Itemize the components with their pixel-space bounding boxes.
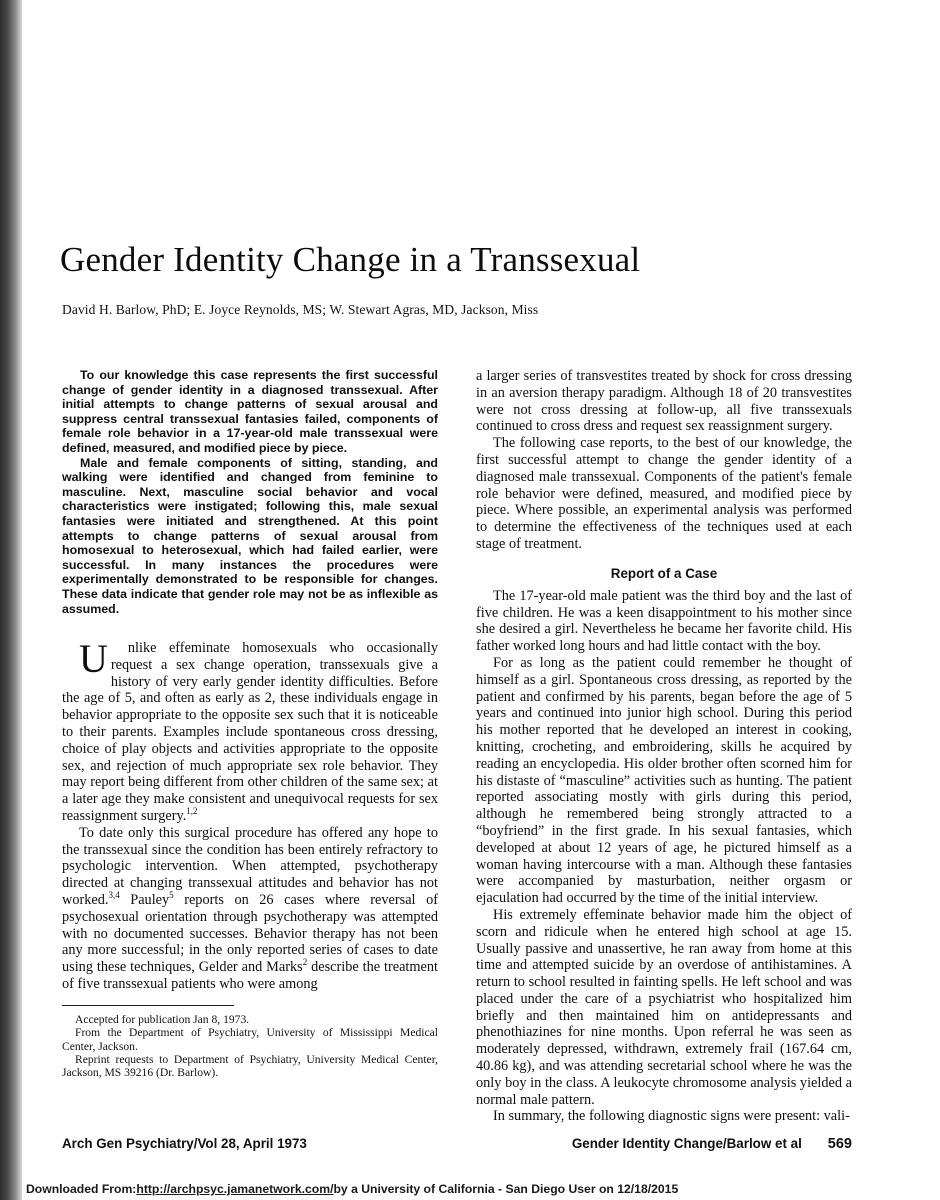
drop-cap: U [79, 636, 108, 682]
section-heading: Report of a Case [610, 565, 718, 581]
body-paragraph-text: To date only this surgical procedure has offered any hope to the transsexual since the condition has been entirely refractory to psychologic intervention. When attempted, psychotherapy directed at changing transsexual attitudes and behavior has not worked. [62, 824, 438, 909]
citation-ref: 5 [169, 890, 174, 901]
download-source-bar [22, 1178, 940, 1200]
page-title: Gender Identity Change in a Transsexual [60, 240, 641, 279]
right-column [476, 368, 852, 1125]
case-report-text [476, 588, 852, 1126]
right-body-text [476, 368, 852, 553]
footnote-item: Reprint requests to Department of Psychiatry, University Medical Center, Jackson, MS 39216 (Dr. Barlow). [62, 1053, 438, 1080]
abstract [62, 368, 438, 616]
page-number: 569 [827, 1136, 852, 1152]
opening-paragraph [62, 636, 438, 825]
abstract-spacer [62, 616, 438, 640]
page-footer [62, 1136, 852, 1152]
body-paragraph: His extremely effeminate behavior made him the object of scorn and ridicule when he entered high school at age 15. Usually passive and unassertive, he ran away from home at this time and attempted suicide by an overdose of antihistamines. A return to school resulted in fainting spells. He left school and was placed under the care of a psychiatrist who hospitalized him briefly and then maintained him on antidepressants and phenothiazines for nine months. Upon referral he was seen as moderately depressed, withdrawn, extremely frail (167.64 cm, 40.86 kg), and was attending secretarial school where he was the only boy in the class. A leukocyte chromosome analysis yielded a normal male pattern. [476, 906, 852, 1108]
abstract-paragraph: To our knowledge this case represents the first successful change of gender identity in a diagnosed transsexual. After initial attempts to change patterns of sexual arousal and suppress central transsexual fantasies failed, components of female role behavior in a 17-year-old male transsexual were defined, measured, and modified piece by piece. [62, 368, 438, 455]
body-paragraph [62, 825, 438, 993]
footnotes [62, 1013, 438, 1080]
citation-ref: 1,2 [186, 806, 198, 817]
body-paragraph: The following case reports, to the best of our knowledge, the first successful attempt to change the gender identity of a diagnosed male transsexual. Components of the patient's female role behavior were defined, measured, and modified piece by piece. Where possible, an experimental analysis was performed to determine the effectiveness of the techniques used at each stage of treatment. [476, 435, 852, 552]
download-source-link[interactable]: http://archpsyc.jamanetwork.com/ [136, 1182, 334, 1196]
citation-ref: 2 [302, 957, 308, 968]
footer-running-title: Gender Identity Change/Barlow et al [571, 1136, 802, 1151]
opening-paragraph-text: nlike effeminate homosexuals who occasionally request a sex change operation, transsexuals give a history of very early gender identity difficulties. Before the age of 5, and often as early as 2, these individuals engage in behavior appropriate to the opposite sex such that it is noticeable to their parents. Examples include spontaneous cross dressing, choice of play objects and activities appropriate to the opposite sex, and rejection of much appropriate sex role behavior. They may report being different from other children of the same sex; at a later age they make consistent and unequivocal requests for sex reassignment surgery. [62, 640, 438, 825]
scan-edge-shadow [0, 0, 22, 1200]
citation-ref: 3,4 [108, 890, 120, 901]
left-body-text [62, 636, 438, 993]
author-list: David H. Barlow, PhD; E. Joyce Reynolds, MS; W. Stewart Agras, MD, Jackson, Miss [62, 302, 539, 317]
body-paragraph-text-cont: Pauley [119, 892, 170, 909]
body-paragraph-text-cont2: reports on 26 cases where reversal of psychosexual orientation through psychotherapy was attempted with no documented successes. Behavior therapy has not been any more successful; in the only reported series of cases to date using these techniques, Gelder and Marks [62, 892, 438, 976]
footnote-item: Accepted for publication Jan 8, 1973. [75, 1012, 250, 1026]
body-paragraph: For as long as the patient could remember he thought of himself as a girl. Spontaneous cross dressing, as reported by the patient and confirmed by his parents, began before the age of 5 years and continued into junior high school. During this period his mother reported that he developed an interest in cooking, knitting, crocheting, and embroidering, skills he acquired by reading an encyclopedia. His older brother often scorned him for his distaste of “masculine” activities such as hunting. The patient reported associating mostly with girls during this period, although he remembered being strongly attracted to a “boyfriend” in the first grade. In his sexual fantasies, which developed at about 12 years of age, he pictured himself as a woman having intercourse with a man. Although these fantasies were accompanied by masturbation, neither orgasm or ejaculation had occurred by the time of the initial interview. [476, 654, 852, 907]
two-column-body [62, 368, 852, 1125]
continued-paragraph: a larger series of transvestites treated by shock for cross dressing in an aversion therapy paradigm. Although 18 of 20 transvestites were not cross dressing at follow-up, all five transsexuals continued to cross dress and request sex reassignment surgery. [476, 368, 852, 435]
left-column [62, 368, 438, 1125]
download-suffix: by a University of California - San Diego User on 12/18/2015 [333, 1182, 679, 1196]
body-paragraph: In summary, the following diagnostic signs were present: vali- [493, 1108, 850, 1125]
footnote-item: From the Department of Psychiatry, University of Mississippi Medical Center, Jackson. [62, 1026, 438, 1053]
download-prefix: Downloaded From: [26, 1182, 137, 1196]
body-paragraph: The 17-year-old male patient was the third boy and the last of five children. He was a keen disappointment to his mother since she desired a girl. Nevertheless he became her favorite child. His father worked long hours and had little contact with the boy. [476, 587, 852, 655]
abstract-paragraph: Male and female components of sitting, standing, and walking were identified and changed from feminine to masculine. Next, masculine social behavior and vocal characteristics were instigated; following this, male sexual fantasies were initiated and strengthened. At this point attempts to change patterns of sexual arousal from homosexual to heterosexual, which had failed earlier, were successful. In many instances the procedures were experimentally demonstrated to be responsible for changes. These data indicate that gender role may not be as inflexible as assumed. [62, 455, 438, 616]
footnote-divider [62, 1005, 234, 1006]
footer-journal-info: Arch Gen Psychiatry/Vol 28, April 1973 [62, 1136, 307, 1151]
footer-right-group [572, 1136, 852, 1152]
body-paragraph-text-end: describe the treatment of five transsexual patients who were among [62, 959, 438, 993]
page-content [58, 0, 888, 1200]
